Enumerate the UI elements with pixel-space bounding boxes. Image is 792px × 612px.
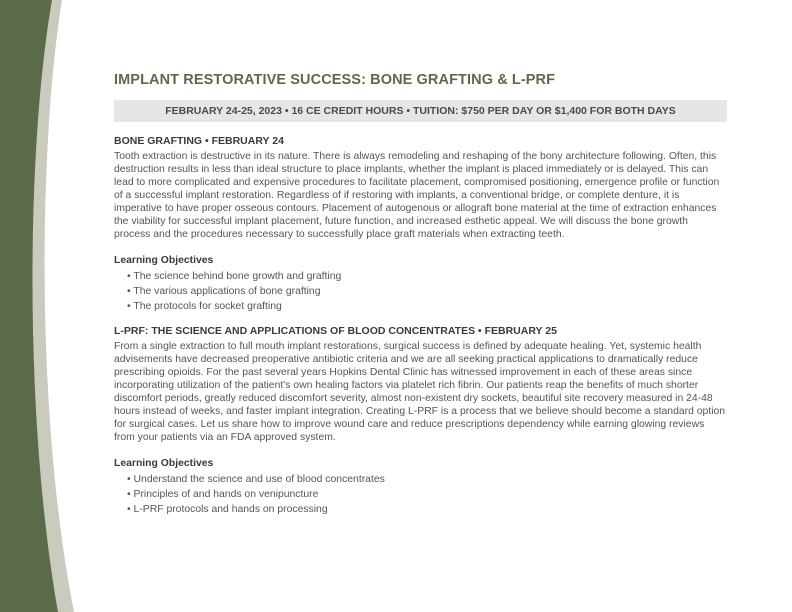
objectives-list — [114, 269, 727, 314]
section-body: Tooth extraction is destructive in its nature. There is always remodeling and reshaping of the bony architecture following. Often, this destruction results in less than ideal structure to place implants, whether the implant is placed immediately or is delayed. This can lead to more complicated and expensive procedures to facilitate placement, compromised positioning, emergence profile or function of a successful implant restoration. Regardless of if restoring with implants, a conventional bridge, or complete denture, it is imperative to have proper osseous contours. Placement of autogenous or allograft bone material at the time of extraction enhances the viability for successful implant placement, future function, and increased esthetic appeal. We will discuss the bone growth process and the procedures necessary to successfully place graft materials when extracting teeth. — [114, 151, 720, 240]
section-heading: BONE GRAFTING • FEBRUARY 24 — [114, 135, 284, 147]
section-l-prf — [114, 325, 727, 517]
list-item: • The protocols for socket grafting — [127, 299, 727, 314]
objectives-heading: Learning Objectives — [114, 255, 214, 266]
date-tuition-banner: FEBRUARY 24-25, 2023 • 16 CE CREDIT HOURS • TUITION: $750 PER DAY OR $1,400 FOR BOTH DAYS — [114, 100, 727, 122]
section-bone-grafting — [114, 135, 727, 314]
document-body — [114, 72, 727, 517]
objectives-heading: Learning Objectives — [114, 458, 214, 469]
list-item: • The various applications of bone grafting — [127, 284, 727, 299]
section-body: From a single extraction to full mouth implant restorations, surgical success is defined by adequate healing. Yet, systemic health advisements have decreased preoperative antibiotic criteria and we are all seeking practical applications to dramatically reduce prescribing opioids. For the past several years Hopkins Dental Clinic has witnessed improvement in each of these areas since incorporating utilization of the patient's own healing factors via platelet rich fibrin. Our patients reap the benefits of much shorter discomfort periods, greatly reduced discomfort severity, almost non-existent dry sockets, beautiful site recovery measured in 24-48 hours instead of weeks, and faster implant integration. Creating L-PRF is a process that we believe should become a standard option for surgical cases. Let us share how to improve wound care and reduce prescriptions dependency while earning glowing reviews from your patients via an FDA approved system. — [114, 341, 726, 443]
list-item: • Principles of and hands on venipuncture — [127, 487, 727, 502]
list-item: • Understand the science and use of blood concentrates — [127, 472, 727, 487]
section-heading: L-PRF: THE SCIENCE AND APPLICATIONS OF BLOOD CONCENTRATES • FEBRUARY 25 — [114, 325, 557, 337]
list-item: • L-PRF protocols and hands on processing — [127, 502, 727, 517]
objectives-list — [114, 472, 727, 517]
list-item: • The science behind bone growth and grafting — [127, 269, 727, 284]
page-title: IMPLANT RESTORATIVE SUCCESS: BONE GRAFTING & L-PRF — [114, 72, 556, 88]
